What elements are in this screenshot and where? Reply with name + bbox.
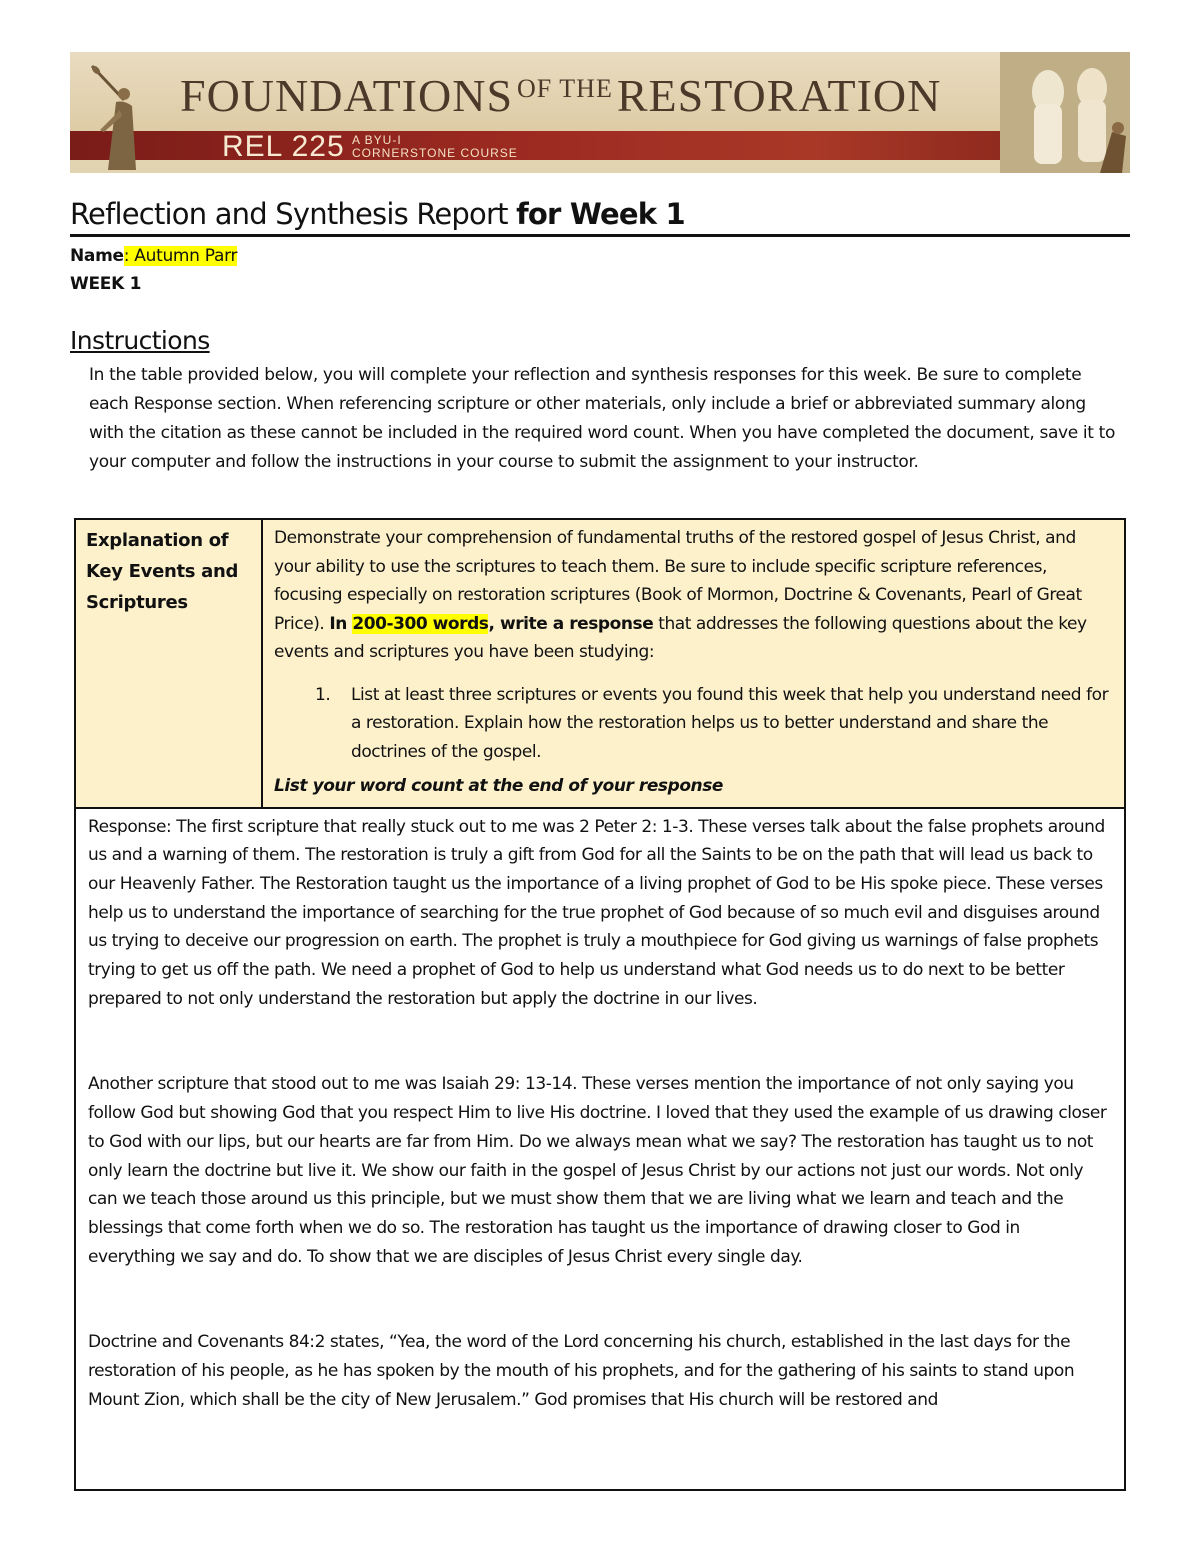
prompt-row (75, 519, 1125, 808)
response-cell[interactable] (75, 808, 1125, 1490)
question-item: 1. List at least three scriptures or events you found this week that help you understand need for a restoration. Explain how the restoration helps us to better understand and share the doctrines of the gospel. (315, 684, 1109, 762)
instructions-body: In the table provided below, you will complete your reflection and synthesis responses for this week. Be sure to complete each Response section. When referencing scripture or other materials, only include a brief or abbreviated summary along with the citation as these cannot be included in the required word count. When you have completed the document, save it to your computer and follow the instructions in your course to submit the assignment to your instructor. (89, 365, 1116, 472)
question-list (274, 681, 1112, 767)
student-name-line (70, 244, 237, 268)
banner-course-subtitle: A BYU-I CORNERSTONE COURSE (352, 133, 518, 160)
prompt-paragraph: Demonstrate your comprehension of fundamental truths of the restored gospel of Jesus Christ, and your ability to use the scriptures to teach them. Be sure to include specific scripture references, focusing especially on restoration scriptures (Book of Mormon, Doctrine & Covenants, Pearl of Great Price). In 200-300 words, write a response that addresses the following questions about the key events and scriptures you have been studying: (274, 528, 1087, 662)
week-label: WEEK 1 (70, 274, 142, 294)
banner-title: FOUNDATIONS $^{OF THE}$RESTORATION (180, 70, 942, 121)
instructions-heading: Instructions (70, 326, 210, 355)
task-label-cell: Explanation of Key Events and Scriptures (75, 519, 262, 808)
title-divider (70, 234, 1130, 237)
task-prompt-cell (262, 519, 1125, 808)
response-row (75, 808, 1125, 1490)
angel-moroni-trumpeter-icon (90, 60, 142, 173)
response-paragraph: Doctrine and Covenants 84:2 states, “Yea, the word of the Lord concerning his church, established in the last days for the restoration of his people, as he has spoken by the mouth of his prophets, and for the gathering of his saints to stand upon Mount Zion, which shall be the city of New Jerusalem.” God promises that His church will be restored and (88, 1332, 1075, 1410)
word-count-note: List your word count at the end of your response (274, 776, 723, 796)
word-range-highlight: 200-300 words (352, 613, 489, 634)
reflection-table (74, 518, 1126, 1491)
report-title: Reflection and Synthesis Report for Week 1 (70, 197, 685, 231)
response-paragraph: Another scripture that stood out to me was Isaiah 29: 13-14. These verses mention the importance of not only saying you follow God but showing God that you respect Him to live His doctrine. I loved that they used the example of us drawing closer to God with our lips, but our hearts are far from Him. Do we always mean what we say? The restoration has taught us to not only learn the doctrine but live it. We show our faith in the gospel of Jesus Christ by our actions not just our words. Not only can we teach those around us this principle, but we must show them that we are living what we learn and teach and the blessings that come forth when we do so. The restoration has taught us the importance of drawing closer to God in everything we say and do. To show that we are disciples of Jesus Christ every single day. (88, 1074, 1107, 1267)
restoration-painting-image (1000, 52, 1130, 173)
student-name-value[interactable]: : Autumn Parr (123, 246, 238, 266)
course-banner (70, 52, 1130, 173)
banner-course-code: REL 225 (222, 130, 345, 163)
response-paragraph: Response: The first scripture that really stuck out to me was 2 Peter 2: 1-3. These verses talk about the false prophets around us and a warning of them. The restoration is truly a gift from God for all the Saints to be on the path that will lead us back to our Heavenly Father. The Restoration taught us the importance of a living prophet of God to be His spoke piece. These verses help us to understand the importance of searching for the true prophet of God because of so much evil and disguises around us trying to deceive our progression on earth. The prophet is truly a mouthpiece for God giving us warnings of false prophets trying to get us off the path. We need a prophet of God to help us understand what God needs us to do next to be better prepared to not only understand the restoration but apply the doctrine in our lives. (88, 816, 1105, 1009)
name-label: Name (70, 246, 124, 266)
